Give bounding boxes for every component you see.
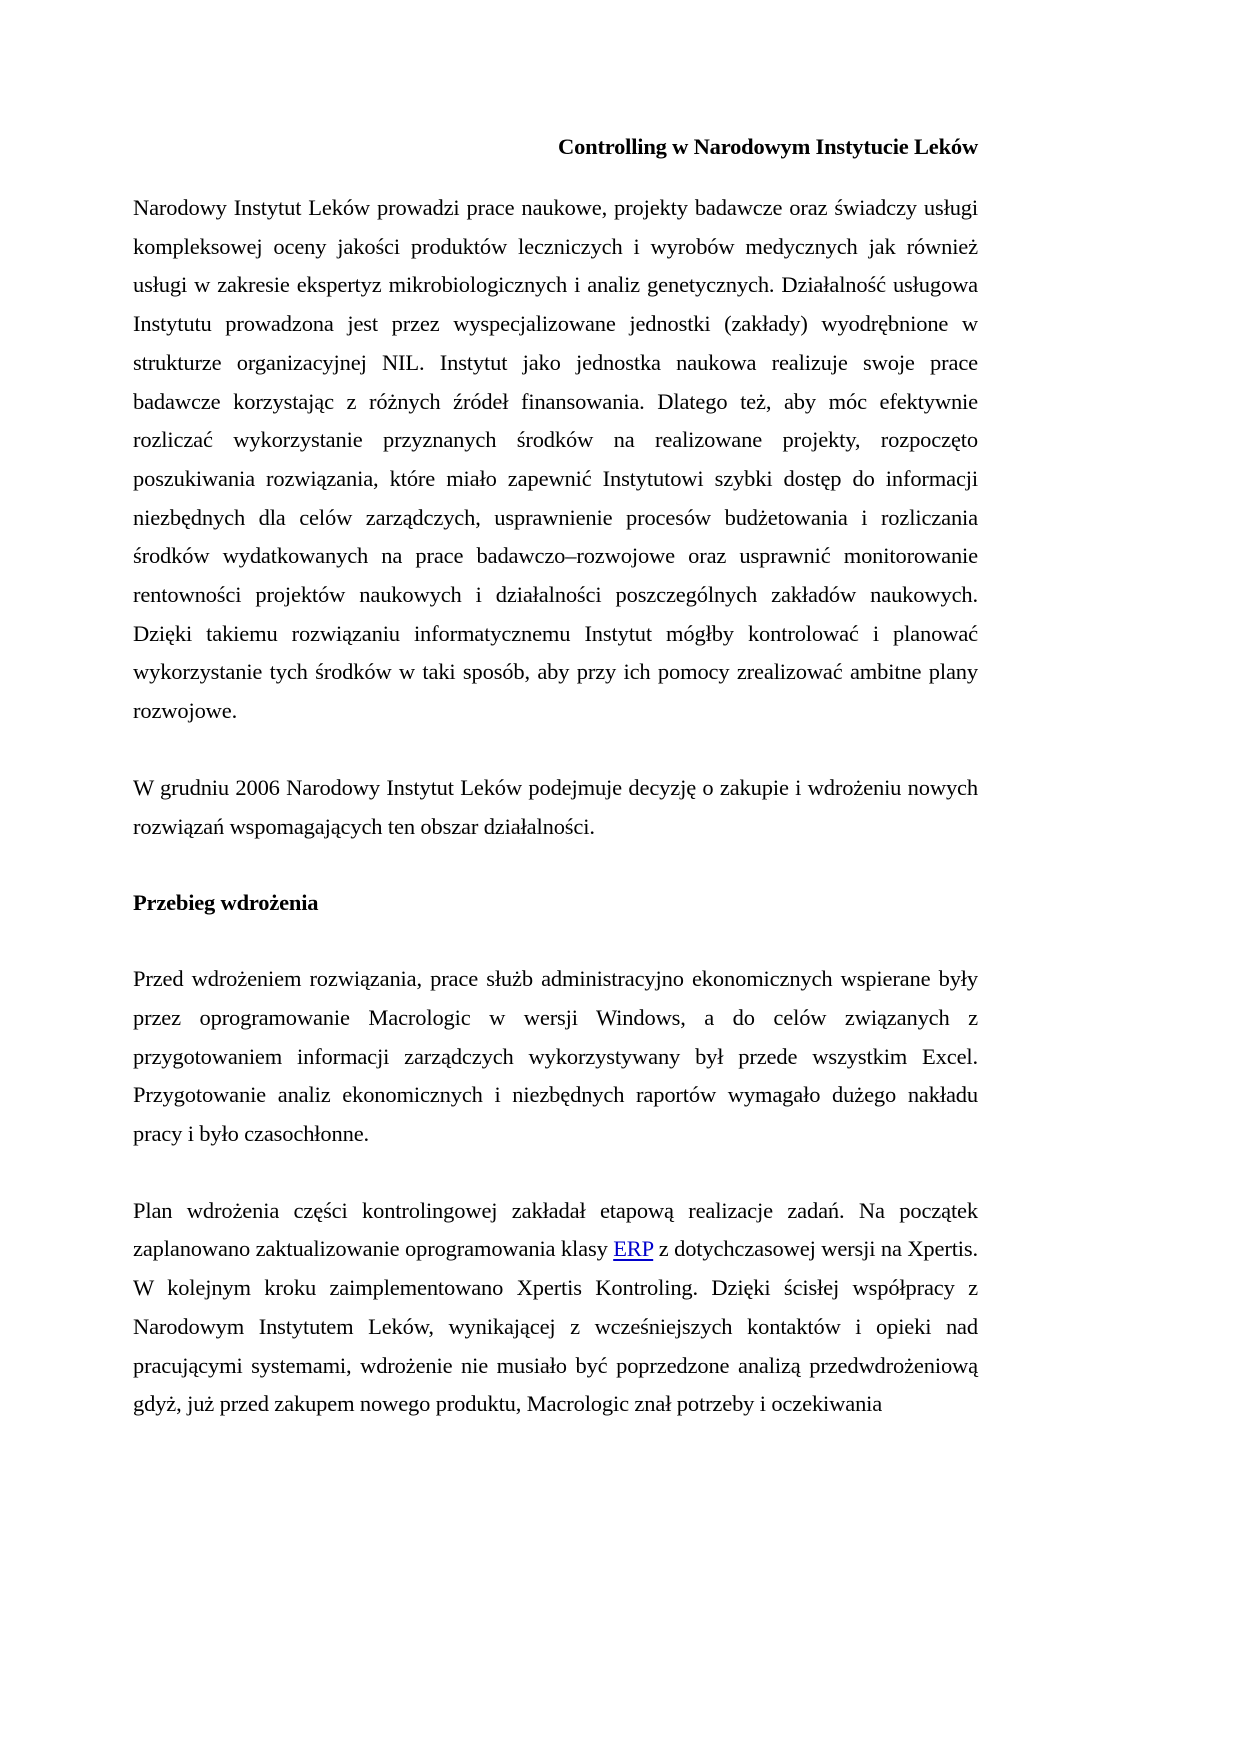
- section-paragraph-1: Przed wdrożeniem rozwiązania, prace służb administracyjno ekonomicznych wspierane były przez oprogramowanie Macrologic w wersji Windows, a do celów związanych z przygotowaniem informacji zarządczych wykorzystywany był przede wszystkim Excel. Przygotowanie analiz ekonomicznych i niezbędnych raportów wymagało dużego nakładu pracy i było czasochłonne.: [133, 966, 978, 1147]
- paragraph-spacer: [133, 1154, 978, 1192]
- section-heading-przebieg-wdrozenia: Przebieg wdrożenia: [133, 890, 319, 916]
- erp-link[interactable]: ERP: [613, 1236, 654, 1262]
- intro-paragraph-1: Narodowy Instytut Leków prowadzi prace naukowe, projekty badawcze oraz świadczy usługi kompleksowej oceny jakości produktów leczniczych i wyrobów medycznych jak również usługi w zakresie ekspertyz mikrobiologicznych i analiz genetycznych. Działalność usługowa Instytutu prowadzona jest przez wyspecjalizowane jednostki (zakłady) wyodrębnione w strukturze organizacyjnej NIL. Instytut jako jednostka naukowa realizuje swoje prace badawcze korzystając z różnych źródeł finansowania. Dlatego też, aby móc efektywnie rozliczać wykorzystanie przyznanych środków na realizowane projekty, rozpoczęto poszukiwania rozwiązania, które miało zapewnić Instytutowi szybki dostęp do informacji niezbędnych dla celów zarządczych, usprawnienie procesów budżetowania i rozliczania środków wydatkowanych na prace badawczo–rozwojowe oraz usprawnić monitorowanie rentowności projektów naukowych i działalności poszczególnych zakładów naukowych. Dzięki takiemu rozwiązaniu informatycznemu Instytut mógłby kontrolować i planować wykorzystanie tych środków w taki sposób, aby przy ich pomocy zrealizować ambitne plany rozwojowe.: [133, 195, 978, 724]
- section-paragraph-2: [133, 1192, 978, 1424]
- paragraph-text-after-link: z dotychczasowej wersji na Xpertis. W kolejnym kroku zaimplementowano Xpertis Kontroling. Dzięki ścisłej współpracy z Narodowym Instytutem Leków, wynikającej z wcześniejszych kontaktów i opieki nad pracującymi systemami, wdrożenie nie musiało być poprzedzone analizą przedwdrożeniową gdyż, już przed zakupem nowego produktu, Macrologic znał potrzeby i oczekiwania: [133, 1236, 978, 1417]
- intro-paragraph-2: W grudniu 2006 Narodowy Instytut Leków podejmuje decyzję o zakupie i wdrożeniu nowych rozwiązań wspomagających ten obszar działalności.: [133, 774, 978, 839]
- paragraph-spacer: [133, 922, 978, 960]
- paragraph-spacer: [133, 731, 978, 769]
- document-body: [133, 128, 978, 1424]
- paragraph-spacer: [133, 846, 978, 884]
- paragraph-text-before-link: Plan wdrożenia części kontrolingowej zakładał etapową realizacje zadań. Na początek zaplanowano zaktualizowanie oprogramowania klasy: [133, 1197, 978, 1262]
- document-title: Controlling w Narodowym Instytucie Leków: [558, 134, 978, 159]
